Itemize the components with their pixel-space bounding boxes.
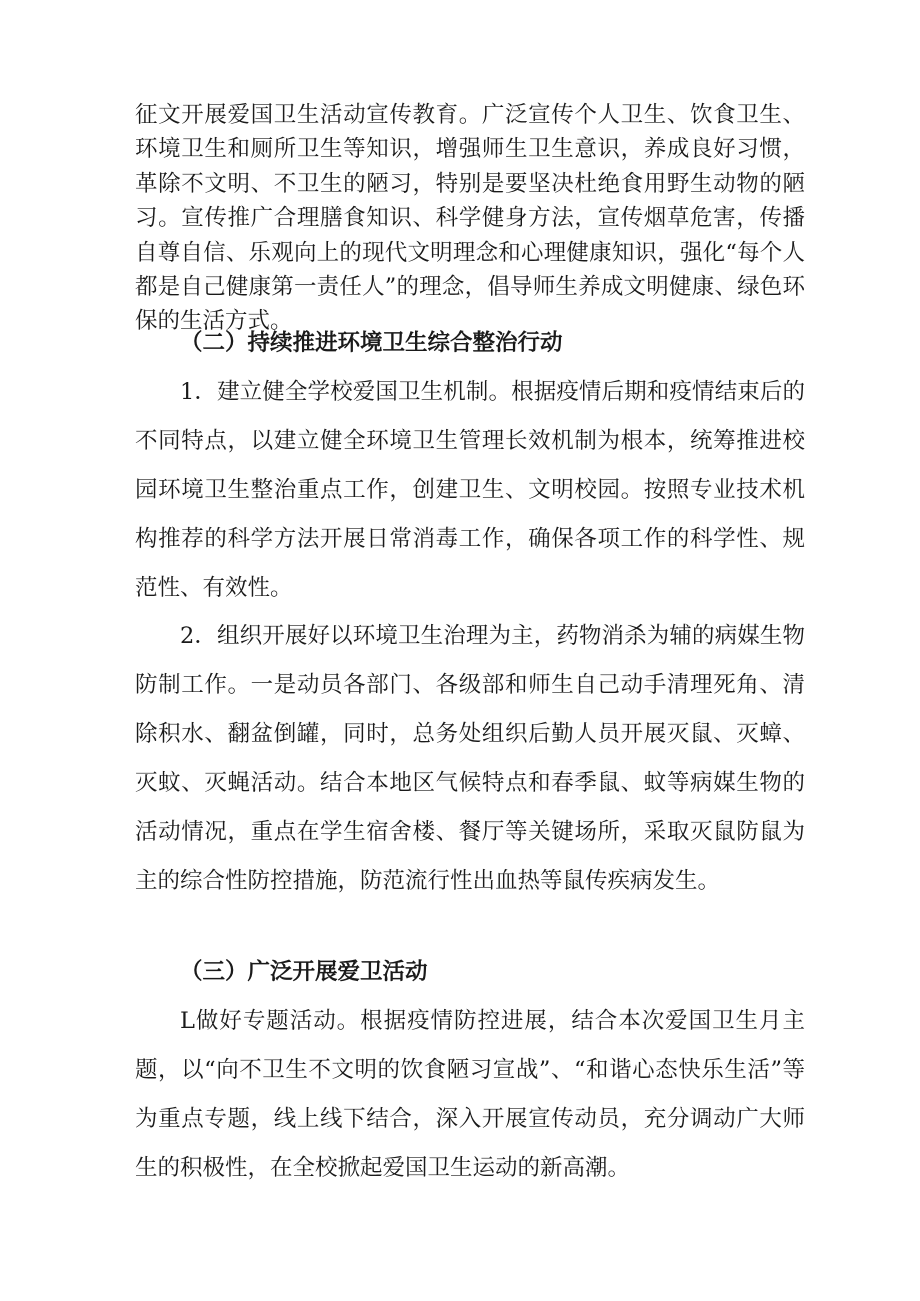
intro-paragraph: 征文开展爱国卫生活动宣传教育。广泛宣传个人卫生、饮食卫生、环境卫生和厕所卫生等知识，增强师生卫生意识，养成良好习惯，革除不文明、不卫生的陋习，特别是要坚决杜绝食用野生动物的陋习。宣传推广合理膳食知识、科学健身方法，宣传烟草危害，传播自尊自信、乐观向上的现代文明理念和心理健康知识，强化“每个人都是自己健康第一责任人”的理念，倡导师生养成文明健康、绿色环保的生活方式。: [135, 102, 805, 335]
section-two-item-one: 1．建立健全学校爱国卫生机制。根据疫情后期和疫情结束后的不同特点，以建立健全环境卫生管理长效机制为根本，统筹推进校园环境卫生整治重点工作，创建卫生、文明校园。按照专业技术机构推荐的科学方法开展日常消毒工作，确保各项工作的科学性、规范性、有效性。: [135, 379, 805, 601]
section-two-item-two: 2．组织开展好以环境卫生治理为主，药物消杀为辅的病媒生物防制工作。一是动员各部门、各级部和师生自己动手清理死角、清除积水、翻盆倒罐，同时，总务处组织后勤人员开展灭鼠、灭蟑、灭蚊、灭蝇活动。结合本地区气候特点和春季鼠、蚊等病媒生物的活动情况，重点在学生宿舍楼、餐厅等关键场所，采取灭鼠防鼠为主的综合性防控措施，防范流行性出血热等鼠传疾病发生。: [135, 623, 805, 894]
section-two-heading: （二）持续推进环境卫生综合整治行动: [180, 330, 563, 356]
section-three-item-one: L做好专题活动。根据疫情防控进展，结合本次爱国卫生月主题，以“向不卫生不文明的饮食陋习宣战”、“和谐心态快乐生活”等为重点专题，线上线下结合，深入开展宣传动员，充分调动广大师生的积极性，在全校掀起爱国卫生运动的新高潮。: [135, 1008, 805, 1181]
section-three-heading: （三）广泛开展爱卫活动: [180, 959, 428, 985]
